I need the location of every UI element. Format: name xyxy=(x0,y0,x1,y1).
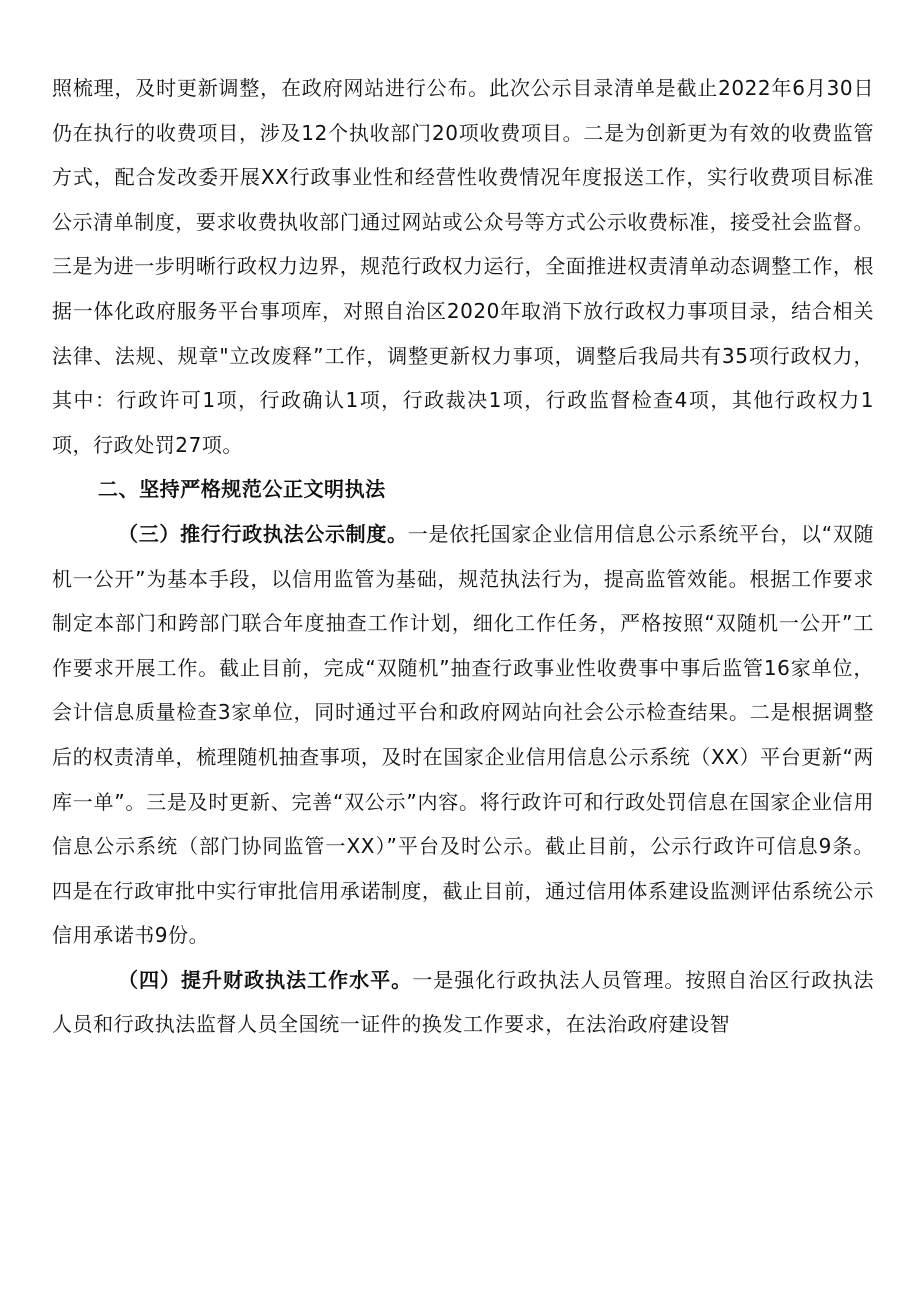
section-4-body: 一是强化行政执法人员管理。按照自治区行政执法人员和行政执法监督人员全国统一证件的换发工作要求，在法治政府建设智 xyxy=(52,967,874,1037)
section-4-paragraph xyxy=(52,958,874,1047)
section-3-paragraph xyxy=(52,512,874,958)
document-body xyxy=(52,66,874,1047)
section-heading: 二、坚持严格规范公正文明执法 xyxy=(98,477,386,502)
section-3-body: 一是依托国家企业信用信息公示系统平台，以“双随机一公开”为基本手段，以信用监管为基础，规范执法行为，提高监管效能。根据工作要求制定本部门和跨部门联合年度抽查工作计划，细化工作任务，严格按照“双随机一公开”工作要求开展工作。截止目前，完成“双随机”抽查行政事业性收费事中事后监管16家单位，会计信息质量检查3家单位，同时通过平台和政府网站向社会公示检查结果。二是根据调整后的权责清单，梳理随机抽查事项，及时在国家企业信用信息公示系统（XX）平台更新“两库一单”。三是及时更新、完善“双公示”内容。将行政许可和行政处罚信息在国家企业信用信息公示系统（部门协同监管一XX）”平台及时公示。截止目前，公示行政许可信息9条。四是在行政审批中实行审批信用承诺制度，截止目前，通过信用体系建设监测评估系统公示信用承诺书9份。 xyxy=(52,521,875,948)
section-4-title: （四）提升财政执法工作水平。 xyxy=(118,967,413,992)
section-3-title: （三）推行行政执法公示制度。 xyxy=(118,521,408,546)
paragraph-continued: 照梳理，及时更新调整，在政府网站进行公布。此次公示目录清单是截止2022年6月30日仍在执行的收费项目，涉及12个执收部门20项收费项目。二是为创新更为有效的收费监管方式，配合发改委开展XX行政事业性和经营性收费情况年度报送工作，实行收费项目标准公示清单制度，要求收费执收部门通过网站或公众号等方式公示收费标准，接受社会监督。三是为进一步明晰行政权力边界，规范行政权力运行，全面推进权责清单动态调整工作，根据一体化政府服务平台事项库，对照自治区2020年取消下放行政权力事项目录，结合相关法律、法规、规章"立改废释”工作，调整更新权力事项，调整后我局共有35项行政权力，其中：行政许可1项，行政确认1项，行政裁决1项，行政监督检查4项，其他行政权力1项，行政处罚27项。 xyxy=(52,76,874,457)
